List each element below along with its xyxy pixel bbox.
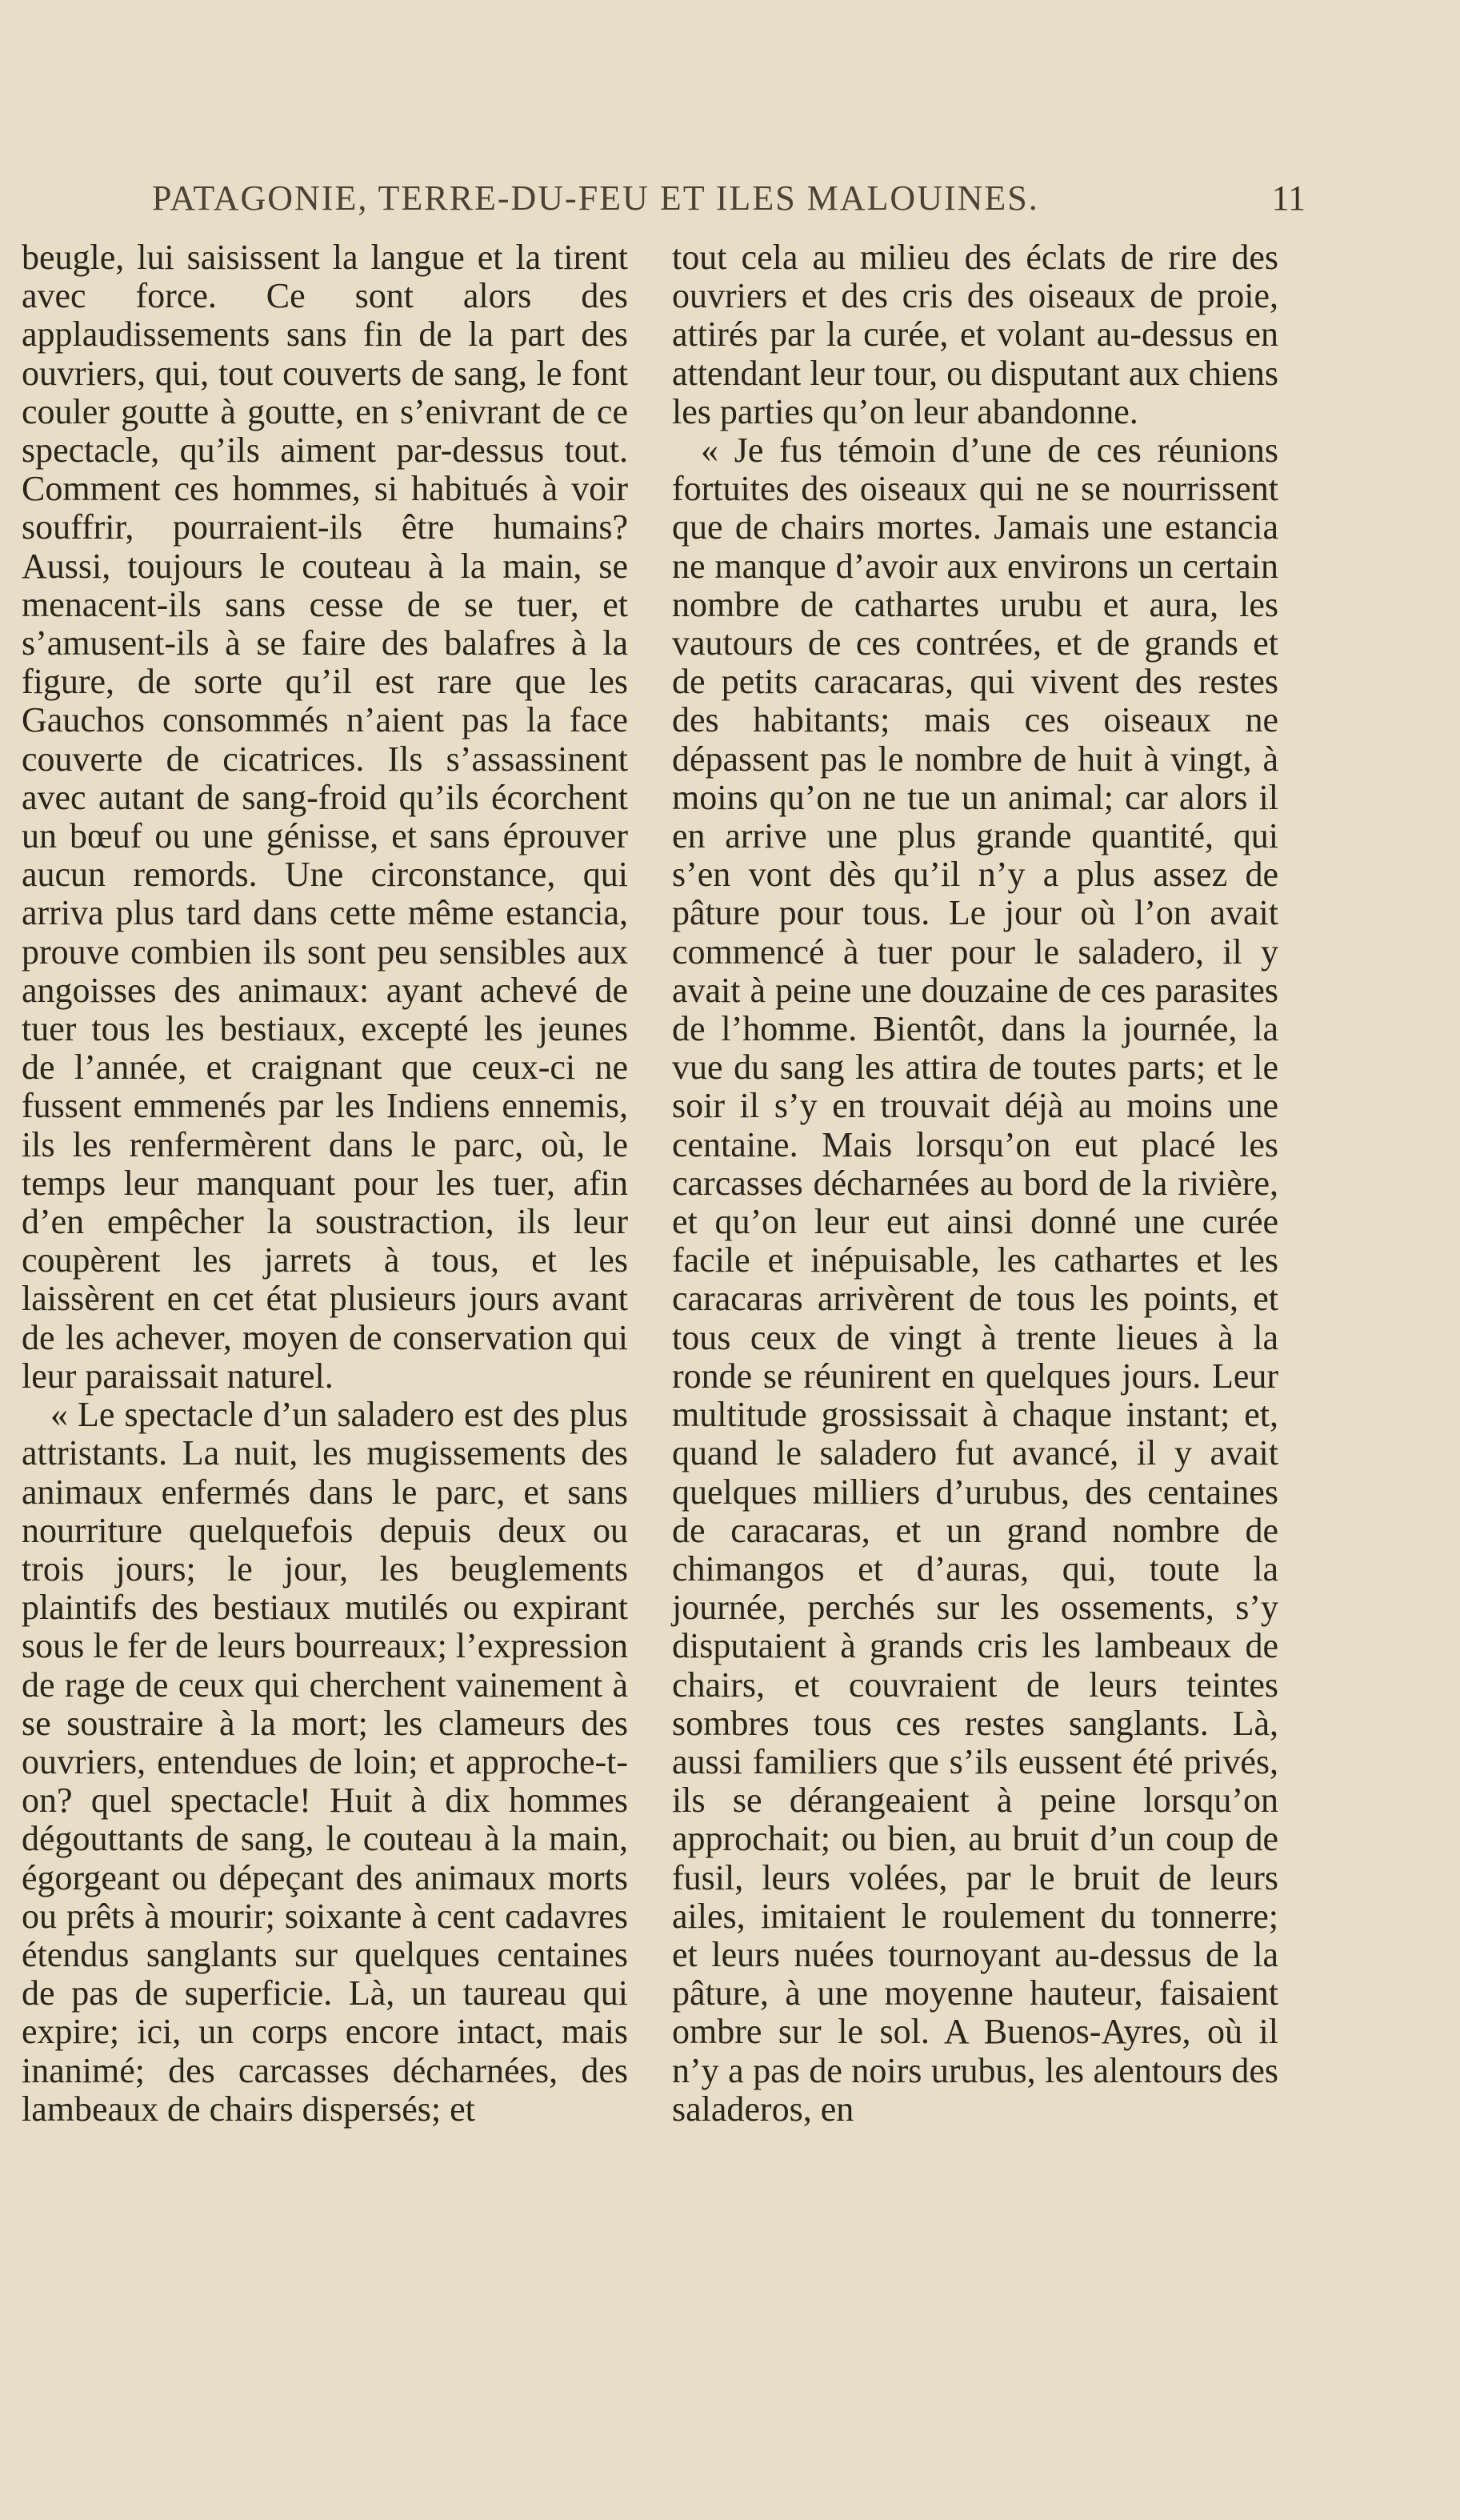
running-title: PATAGONIE, TERRE-DU-FEU ET ILES MALOUINES. (152, 178, 1039, 218)
paragraph: beugle, lui saisissent la langue et la tirent avec force. Ce sont alors des applaudissements sans fin de la part des ouvriers, qui, tout couverts de sang, le font couler goutte à goutte, en s’enivrant de ce spectacle, qu’ils aiment par-dessus tout. Comment ces hommes, si habitués à voir souffrir, pourraient-ils être humains? Aussi, toujours le couteau à la main, se menacent-ils sans cesse de se tuer, et s’amusent-ils à se faire des balafres à la figure, de sorte qu’il est rare que les Gauchos consommés n’aient pas la face couverte de cicatrices. Ils s’assassinent avec autant de sang-froid qu’ils écorchent un bœuf ou une génisse, et sans éprouver aucun remords. Une circonstance, qui arriva plus tard dans cette même estancia, prouve combien ils sont peu sensibles aux angoisses des animaux: ayant achevé de tuer tous les bestiaux, excepté les jeunes de l’année, et craignant que ceux-ci ne fussent emmenés par les Indiens ennemis, ils les renfermèrent dans le parc, où, le temps leur manquant pour les tuer, afin d’en empêcher la soustraction, ils leur coupèrent les jarrets à tous, et les laissèrent en cet état plusieurs jours avant de les achever, moyen de conservation qui leur paraissait naturel. (22, 238, 628, 1396)
left-column (22, 238, 628, 2129)
right-column (672, 238, 1278, 2129)
paragraph: « Le spectacle d’un saladero est des plus attristants. La nuit, les mugissements des animaux enfermés dans le parc, et sans nourriture quelquefois depuis deux ou trois jours; le jour, les beuglements plaintifs des bestiaux mutilés ou expirant sous le fer de leurs bourreaux; l’expression de rage de ceux qui cherchent vainement à se soustraire à la mort; les clameurs des ouvriers, entendues de loin; et approche-t-on? quel spectacle! Huit à dix hommes dégouttants de sang, le couteau à la main, égorgeant ou dépeçant des animaux morts ou prêts à mourir; soixante à cent cadavres étendus sanglants sur quelques centaines de pas de superficie. Là, un taureau qui expire; ici, un corps encore intact, mais inanimé; des carcasses décharnées, des lambeaux de chairs dispersés; et (22, 1395, 628, 2129)
paragraph: « Je fus témoin d’une de ces réunions fortuites des oiseaux qui ne se nourrissent que de chairs mortes. Jamais une estancia ne manque d’avoir aux environs un certain nombre de cathartes urubu et aura, les vautours de ces contrées, et de grands et de petits caracaras, qui vivent des restes des habitants; mais ces oiseaux ne dépassent pas le nombre de huit à vingt, à moins qu’on ne tue un animal; car alors il en arrive une plus grande quantité, qui s’en vont dès qu’il n’y a plus assez de pâture pour tous. Le jour où l’on avait commencé à tuer pour le saladero, il y avait à peine une douzaine de ces parasites de l’homme. Bientôt, dans la journée, la vue du sang les attira de toutes parts; et le soir il s’y en trouvait déjà au moins une centaine. Mais lorsqu’on eut placé les carcasses décharnées au bord de la rivière, et qu’on leur eut ainsi donné une curée facile et inépuisable, les cathartes et les caracaras arrivèrent de tous les points, et tous ceux de vingt à trente lieues à la ronde se réunirent en quelques jours. Leur multitude grossissait à chaque instant; et, quand le saladero fut avancé, il y avait quelques milliers d’urubus, des centaines de caracaras, et un grand nombre de chimangos et d’auras, qui, toute la journée, perchés sur les ossements, s’y disputaient à grands cris les lambeaux de chairs, et couvraient de leurs teintes sombres tous ces restes sanglants. Là, aussi familiers que s’ils eussent été privés, ils se dérangeaient à peine lorsqu’on approchait; ou bien, au bruit d’un coup de fusil, leurs volées, par le bruit de leurs ailes, imitaient le roulement du tonnerre; et leurs nuées tournoyant au-dessus de la pâture, à une moyenne hauteur, faisaient ombre sur le sol. A Buenos-Ayres, où il n’y a pas de noirs urubus, les alentours des saladeros, en (672, 431, 1278, 2129)
running-head (152, 178, 1306, 222)
page-number: 11 (1271, 178, 1306, 218)
paragraph: tout cela au milieu des éclats de rire des ouvriers et des cris des oiseaux de proie, attirés par la curée, et volant au-dessus en attendant leur tour, ou disputant aux chiens les parties qu’on leur abandonne. (672, 238, 1278, 431)
